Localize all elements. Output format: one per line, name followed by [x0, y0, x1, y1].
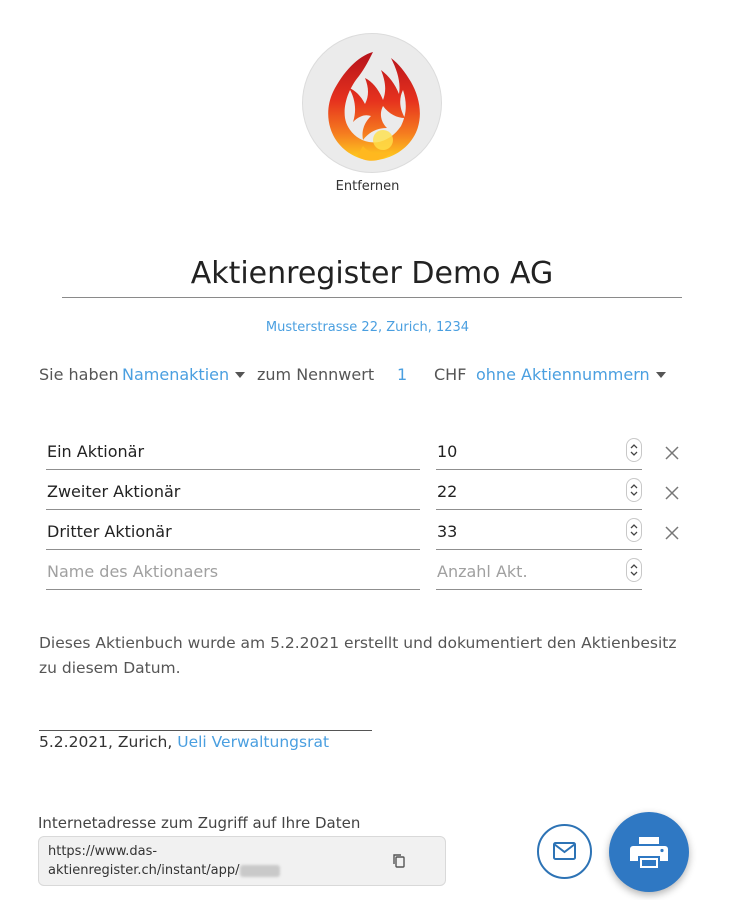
remove-shareholder-close-icon[interactable]	[663, 524, 681, 542]
chevron-down-icon	[656, 372, 666, 378]
company-logo[interactable]	[302, 33, 442, 173]
share-type-value[interactable]: Namenaktien	[122, 365, 230, 384]
share-count-value: 10	[437, 442, 458, 461]
url-line-2: aktienregister.ch/instant/app/	[48, 863, 240, 878]
number-stepper[interactable]	[626, 478, 642, 502]
register-note: Dieses Aktienbuch wurde am 5.2.2021 erstellt und dokumentiert den Aktienbesitz zu diesem Datum.	[39, 634, 677, 677]
chevron-down-icon	[235, 372, 245, 378]
share-prefix-label: Sie haben	[39, 365, 119, 384]
remove-shareholder-close-icon[interactable]	[663, 484, 681, 502]
company-name-field[interactable]: Aktienregister Demo AG	[62, 254, 682, 298]
share-count-value: 22	[437, 482, 458, 501]
shareholder-name-input[interactable]	[46, 436, 420, 470]
remove-logo-link-row	[0, 179, 735, 194]
print-icon	[609, 812, 689, 892]
shareholder-name-value: Ein Aktionär	[47, 442, 145, 461]
url-line-1: https://www.das-	[48, 844, 158, 859]
share-count-input[interactable]	[436, 436, 642, 470]
shareholder-name-input[interactable]	[46, 516, 420, 550]
signature-line	[39, 730, 372, 731]
name-placeholder: Name des Aktionaers	[47, 562, 219, 581]
shareholder-name-value: Dritter Aktionär	[47, 522, 172, 541]
stepper-arrows-icon	[627, 519, 641, 541]
nominal-label: zum Nennwert	[257, 365, 375, 384]
copy-icon[interactable]	[391, 852, 407, 870]
stepper-arrows-icon	[627, 559, 641, 581]
share-count-input[interactable]	[436, 516, 642, 550]
currency-label: CHF	[434, 365, 467, 384]
email-button[interactable]	[537, 824, 592, 879]
numbering-value[interactable]: ohne Aktiennummern	[476, 365, 650, 384]
numbering-dropdown[interactable]	[476, 364, 666, 386]
new-share-count-input[interactable]	[436, 556, 642, 590]
access-url-box[interactable]	[38, 836, 446, 886]
signature-date-place: 5.2.2021, Zurich,	[39, 733, 173, 751]
share-count-input[interactable]	[436, 476, 642, 510]
share-count-value: 33	[437, 522, 458, 541]
signature-block	[39, 733, 329, 751]
shareholder-name-input[interactable]	[46, 476, 420, 510]
new-shareholder-name-input[interactable]	[46, 556, 420, 590]
number-stepper[interactable]	[626, 518, 642, 542]
mail-icon	[539, 826, 590, 877]
number-stepper[interactable]	[626, 558, 642, 582]
count-placeholder: Anzahl Akt.	[437, 562, 528, 581]
access-url-text	[48, 842, 288, 880]
access-url-label: Internetadresse zum Zugriff auf Ihre Daten	[38, 814, 361, 832]
signer-link[interactable]: Ueli Verwaltungsrat	[177, 733, 330, 751]
stepper-arrows-icon	[627, 479, 641, 501]
company-address-link[interactable]: Musterstrasse 22, Zurich, 1234	[265, 320, 470, 335]
share-type-dropdown[interactable]	[122, 364, 245, 386]
phoenix-logo-icon	[303, 34, 442, 173]
remove-logo-link[interactable]: Entfernen	[335, 179, 400, 194]
nominal-value-input[interactable]: 1	[397, 365, 408, 384]
remove-shareholder-close-icon[interactable]	[663, 444, 681, 462]
stepper-arrows-icon	[627, 439, 641, 461]
shareholder-name-value: Zweiter Aktionär	[47, 482, 181, 501]
print-button[interactable]	[609, 812, 689, 892]
redacted-token	[240, 865, 280, 877]
number-stepper[interactable]	[626, 438, 642, 462]
